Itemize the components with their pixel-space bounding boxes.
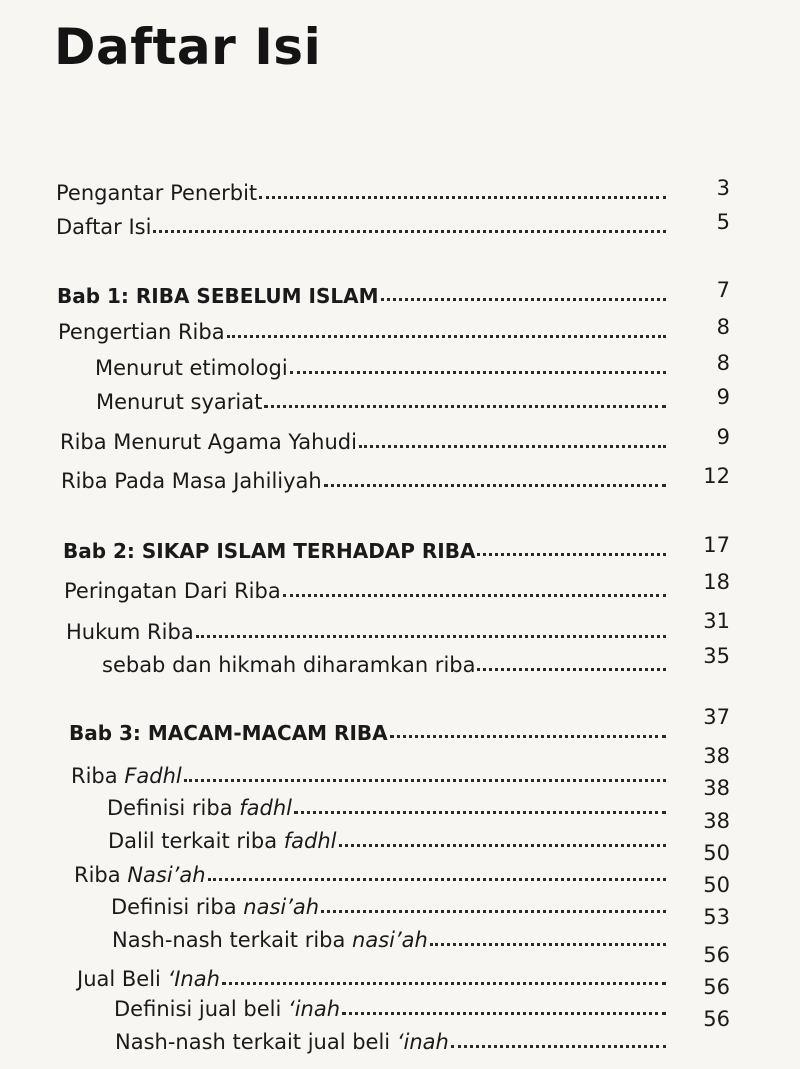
toc-page-number: 3 [716,176,730,200]
toc-entry-hukum-riba[interactable] [66,613,670,643]
toc-chapter-label: Bab 2: SIKAP ISLAM TERHADAP RIBA [63,539,476,563]
toc-entry-label: Riba Pada Masa Jahiliyah [61,469,322,493]
toc-entry-riba-nasiah[interactable] [74,856,670,886]
toc-entry-label: Jual Beli ‘Inah [77,967,220,991]
dot-leader [153,230,666,233]
dot-leader [321,910,666,913]
toc-entry-pengertian-riba[interactable] [58,313,670,343]
toc-page-number: 8 [716,315,730,339]
dot-leader [324,484,666,487]
toc-entry-label: Dalil terkait riba fadhl [108,829,337,853]
toc-entry-riba-yahudi[interactable] [60,423,670,453]
toc-subentry-definisi-fadhl[interactable] [107,789,670,819]
toc-subentry-nash-nasiah[interactable] [112,921,670,951]
toc-entry-label: Riba Nasi’ah [74,863,206,887]
toc-page-number: 12 [703,464,730,488]
toc-entry-label: sebab dan hikmah diharamkan riba [102,653,476,677]
dot-leader [390,735,666,738]
toc-entry-label: Definisi riba nasi’ah [111,895,320,919]
dot-leader [451,1045,666,1048]
toc-chapter-3[interactable] [69,713,670,743]
toc-page-number: 56 [703,943,730,967]
toc-page-number: 53 [703,905,730,929]
dot-leader [342,1012,666,1015]
toc-entry-label: Riba Fadhl [71,764,182,788]
dot-leader [259,196,666,199]
toc-page-number: 38 [703,744,730,768]
dot-leader [184,779,666,782]
dot-leader [294,811,666,814]
toc-entry-label: Menurut syariat [96,390,263,414]
toc-page-number: 7 [716,278,730,302]
toc-entry-label: Daftar Isi [56,215,152,239]
dot-leader [196,635,666,638]
toc-entry-peringatan[interactable] [64,572,670,602]
toc-entry-label: Definisi riba fadhl [107,796,293,820]
dot-leader [264,405,666,408]
dot-leader [477,668,666,671]
dot-leader [283,594,666,597]
toc-entry-label: Definisi jual beli ‘inah [114,997,341,1021]
toc-page-number: 35 [703,644,730,668]
toc-page-number: 56 [703,1007,730,1031]
toc-chapter-1[interactable] [57,276,670,306]
toc-entry-label: Pengantar Penerbit [56,181,258,205]
toc-entry-label: Nash-nash terkait jual beli ‘inah [115,1030,449,1054]
toc-subentry-nash-inah[interactable] [115,1023,670,1053]
toc-page-number: 31 [703,609,730,633]
toc-entry-riba-jahiliyah[interactable] [61,462,670,492]
toc-entry-daftar-isi[interactable] [56,208,670,238]
toc-page-number: 50 [703,873,730,897]
dot-leader [477,553,666,556]
toc-subentry-syariat[interactable] [96,383,670,413]
dot-leader [381,298,666,301]
toc-page-number: 38 [703,776,730,800]
dot-leader [227,335,666,338]
toc-page-number: 37 [703,705,730,729]
toc-chapter-2[interactable] [63,531,670,561]
toc-page-number: 8 [716,351,730,375]
page-title: Daftar Isi [54,18,322,76]
toc-entry-label: Hukum Riba [66,620,194,644]
toc-subentry-sebab-hikmah[interactable] [102,646,670,676]
toc-subentry-dalil-fadhl[interactable] [108,822,670,852]
toc-subentry-definisi-nasiah[interactable] [111,888,670,918]
dot-leader [208,878,666,881]
toc-entry-label: Peringatan Dari Riba [64,579,281,603]
toc-page-number: 9 [716,425,730,449]
toc-page-number: 5 [716,210,730,234]
toc-page-number: 18 [703,570,730,594]
toc-chapter-label: Bab 1: RIBA SEBELUM ISLAM [57,284,379,308]
toc-page-number: 17 [703,533,730,557]
toc-subentry-definisi-inah[interactable] [114,990,670,1020]
dot-leader [222,982,666,985]
toc-page-number: 50 [703,841,730,865]
toc-chapter-label: Bab 3: MACAM-MACAM RIBA [69,721,388,745]
toc-entry-pengantar-penerbit[interactable] [56,174,670,204]
toc-page-number: 9 [716,385,730,409]
dot-leader [290,371,666,374]
toc-subentry-etimologi[interactable] [95,349,670,379]
toc-entry-riba-fadhl[interactable] [71,757,670,787]
toc-entry-label: Nash-nash terkait riba nasi’ah [112,928,428,952]
toc-entry-label: Menurut etimologi [95,356,288,380]
toc-entry-label: Riba Menurut Agama Yahudi [60,430,357,454]
dot-leader [359,445,666,448]
dot-leader [430,943,666,946]
dot-leader [339,844,666,847]
toc-page-number: 38 [703,809,730,833]
toc-entry-label: Pengertian Riba [58,320,225,344]
toc-page-number: 56 [703,975,730,999]
toc-entry-jual-beli-inah[interactable] [77,960,670,990]
